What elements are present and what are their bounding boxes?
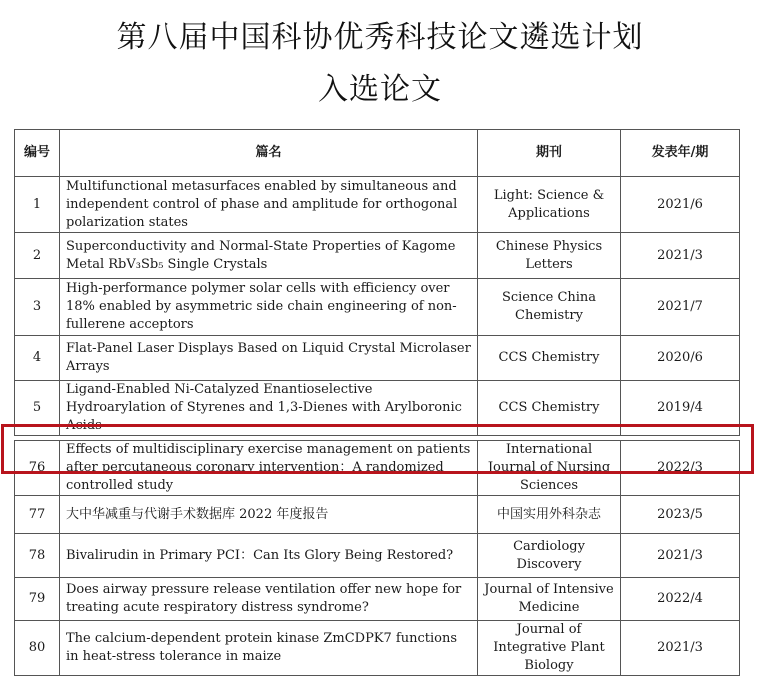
- row-title: Superconductivity and Normal-State Properties of Kagome Metal RbV₃Sb₅ Single Crystals: [60, 233, 478, 279]
- row-date: 2022/3: [621, 441, 740, 496]
- table-row: [15, 621, 740, 676]
- table-row: [15, 381, 740, 436]
- row-date: 2021/3: [621, 534, 740, 578]
- row-title: Flat-Panel Laser Displays Based on Liquid Crystal Microlaser Arrays: [60, 336, 478, 381]
- row-journal: CCS Chemistry: [478, 381, 621, 436]
- row-title: 大中华减重与代谢手术数据库 2022 年度报告: [60, 496, 478, 534]
- row-number: 5: [15, 381, 60, 436]
- row-journal: Cardiology Discovery: [478, 534, 621, 578]
- header-journal: 期刊: [478, 130, 621, 177]
- row-journal: Journal of Integrative Plant Biology: [478, 621, 621, 676]
- papers-table: [14, 129, 740, 676]
- row-number: 79: [15, 578, 60, 621]
- row-title: Effects of multidisciplinary exercise management on patients after percutaneous coronary intervention：A randomized controlled study: [60, 441, 478, 496]
- row-date: 2021/7: [621, 279, 740, 336]
- row-number: 3: [15, 279, 60, 336]
- row-date: 2021/3: [621, 621, 740, 676]
- table-header-row: [15, 130, 740, 177]
- row-journal: Light: Science & Applications: [478, 177, 621, 233]
- page-title: 第八届中国科协优秀科技论文遴选计划: [116, 20, 644, 55]
- header-date: 发表年/期: [621, 130, 740, 177]
- table-row: [15, 336, 740, 381]
- header-title: 篇名: [60, 130, 478, 177]
- row-title: Ligand-Enabled Ni-Catalyzed Enantioselective Hydroarylation of Styrenes and 1,3-Dienes with Arylboronic Acids: [60, 381, 478, 436]
- row-journal: Chinese Physics Letters: [478, 233, 621, 279]
- row-number: 4: [15, 336, 60, 381]
- header-number: 编号: [15, 130, 60, 177]
- row-date: 2020/6: [621, 336, 740, 381]
- row-title: Multifunctional metasurfaces enabled by simultaneous and independent control of phase and amplitude for orthogonal polarization states: [60, 177, 478, 233]
- table-row: [15, 233, 740, 279]
- table-row: [15, 578, 740, 621]
- row-journal: Science China Chemistry: [478, 279, 621, 336]
- table-row: [15, 534, 740, 578]
- row-journal: International Journal of Nursing Sciences: [478, 441, 621, 496]
- row-journal: 中国实用外科杂志: [478, 496, 621, 534]
- row-number: 80: [15, 621, 60, 676]
- page-subtitle: 入选论文: [318, 72, 442, 107]
- table-row-highlighted: [15, 441, 740, 496]
- row-journal: Journal of Intensive Medicine: [478, 578, 621, 621]
- row-title: The calcium-dependent protein kinase ZmCDPK7 functions in heat-stress tolerance in maize: [60, 621, 478, 676]
- row-number: 77: [15, 496, 60, 534]
- row-number: 78: [15, 534, 60, 578]
- row-number: 1: [15, 177, 60, 233]
- row-title: High-performance polymer solar cells with efficiency over 18% enabled by asymmetric side chain engineering of non-fullerene acceptors: [60, 279, 478, 336]
- row-number: 76: [15, 441, 60, 496]
- row-date: 2023/5: [621, 496, 740, 534]
- table-row: [15, 279, 740, 336]
- row-date: 2022/4: [621, 578, 740, 621]
- row-title: Bivalirudin in Primary PCI：Can Its Glory Being Restored?: [60, 534, 478, 578]
- row-journal: CCS Chemistry: [478, 336, 621, 381]
- row-date: 2021/3: [621, 233, 740, 279]
- table-row: [15, 177, 740, 233]
- table-row: [15, 496, 740, 534]
- row-title: Does airway pressure release ventilation offer new hope for treating acute respiratory distress syndrome?: [60, 578, 478, 621]
- row-date: 2019/4: [621, 381, 740, 436]
- row-number: 2: [15, 233, 60, 279]
- row-date: 2021/6: [621, 177, 740, 233]
